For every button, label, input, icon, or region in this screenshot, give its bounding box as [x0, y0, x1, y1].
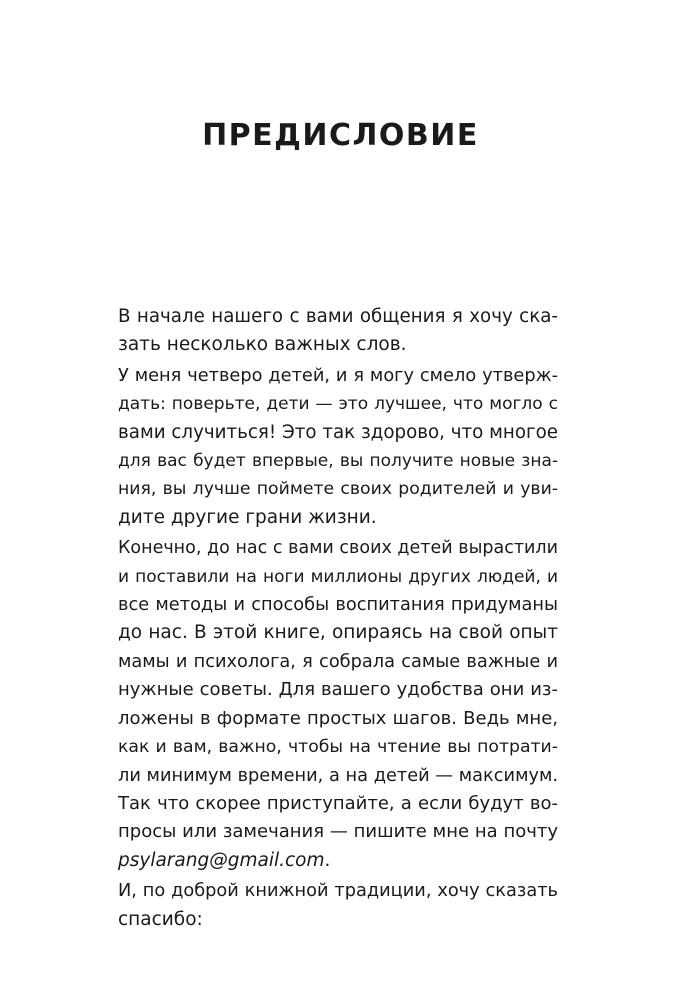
body-text — [118, 303, 558, 936]
text-line: как и вам, важно, чтобы на чтение вы потрати- — [118, 737, 558, 758]
text-line: вами случиться! Это так здорово, что многое — [118, 421, 558, 443]
text-line: до нас. В этой книге, опираясь на свой опыт — [118, 622, 558, 644]
paragraph-2 — [118, 362, 558, 532]
email-line — [118, 847, 558, 875]
text-line: все методы и способы воспитания придуманы — [118, 595, 558, 616]
text-line: дать: поверьте, дети — это лучшее, что могло с — [118, 394, 558, 415]
text-line: В начале нашего с вами общения я хочу ска- — [118, 306, 558, 327]
text-line: зать несколько важных слов. — [118, 334, 407, 356]
paragraph-3 — [118, 534, 558, 875]
text-line: Так что скорее приступайте, а если будут во- — [118, 792, 558, 814]
email-address: psylarang@gmail.com — [118, 849, 325, 871]
text-line: нужные советы. Для вашего удобства они из- — [118, 679, 558, 701]
paragraph-4 — [118, 877, 558, 934]
email-period: . — [324, 849, 331, 871]
text-line: и поставили на ноги миллионы других людей, и — [118, 566, 558, 587]
text-line: просы или замечания — пишите мне на почту — [118, 821, 558, 843]
text-line: дите другие грани жизни. — [118, 506, 377, 528]
text-line: У меня четверо детей, и я могу смело утверж- — [118, 365, 558, 386]
text-line: ли минимум времени, а на детей — максимум. — [118, 765, 558, 786]
paragraph-1 — [118, 303, 558, 360]
page-title: ПРЕДИСЛОВИЕ — [202, 118, 479, 153]
text-line: И, по доброй книжной традиции, хочу сказать — [118, 881, 558, 902]
text-line: ложены в формате простых шагов. Ведь мне, — [118, 707, 558, 729]
text-line: для вас будет впервые, вы получите новые зна- — [118, 451, 558, 472]
text-line: ния, вы лучше поймете своих родителей и уви- — [118, 479, 558, 500]
text-line: Конечно, до нас с вами своих детей вырастили — [118, 538, 558, 559]
text-line: спасибо: — [118, 908, 203, 930]
text-line: мамы и психолога, я собрала самые важные и — [118, 651, 558, 672]
